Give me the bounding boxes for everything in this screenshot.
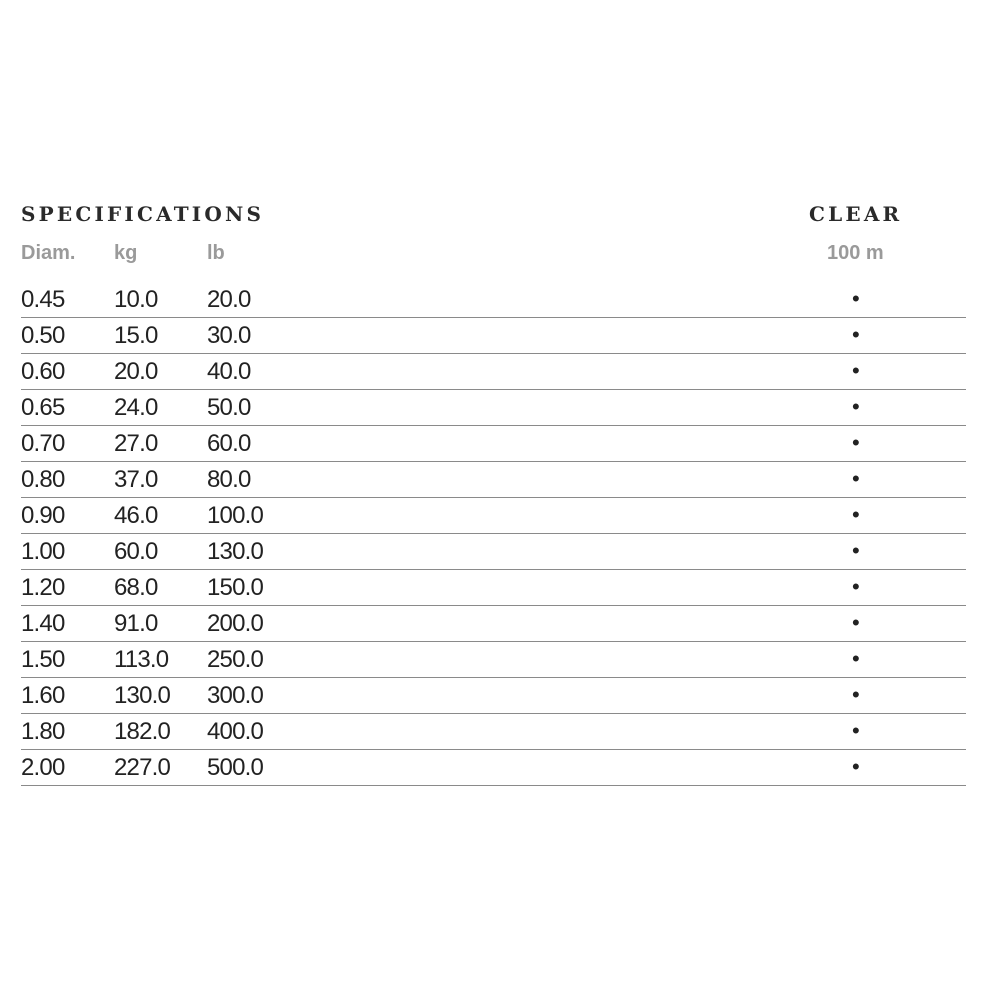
cell-diameter: 0.70 [21,430,65,457]
cell-diameter: 1.20 [21,574,65,601]
cell-lb: 150.0 [207,574,264,601]
cell-lb: 40.0 [207,358,251,385]
specifications-table [21,198,966,786]
availability-dot: • [852,574,859,599]
cell-lb: 500.0 [207,754,264,781]
availability-dot: • [852,286,859,311]
availability-dot: • [852,610,859,635]
cell-kg: 27.0 [114,430,158,457]
table-row [21,606,966,642]
availability-dot: • [852,646,859,671]
clear-column-title: CLEAR [809,202,903,226]
header-kg: kg [114,242,138,264]
table-row [21,714,966,750]
availability-dot: • [852,718,859,743]
table-body [21,282,966,786]
cell-kg: 60.0 [114,538,158,565]
table-row [21,678,966,714]
cell-diameter: 0.65 [21,394,65,421]
cell-kg: 227.0 [114,754,171,781]
cell-kg: 20.0 [114,358,158,385]
table-row [21,318,966,354]
cell-lb: 130.0 [207,538,264,565]
cell-kg: 91.0 [114,610,158,637]
availability-dot: • [852,466,859,491]
table-row [21,354,966,390]
availability-dot: • [852,502,859,527]
cell-kg: 37.0 [114,466,158,493]
cell-lb: 300.0 [207,682,264,709]
header-lb: lb [207,242,225,264]
cell-kg: 130.0 [114,682,171,709]
availability-dot: • [852,322,859,347]
cell-diameter: 1.50 [21,646,65,673]
cell-diameter: 1.80 [21,718,65,745]
cell-diameter: 0.50 [21,322,65,349]
availability-dot: • [852,358,859,383]
table-row [21,282,966,318]
table-row [21,534,966,570]
table-header-row [21,232,966,282]
header-length: 100 m [827,242,884,264]
table-row [21,426,966,462]
cell-kg: 68.0 [114,574,158,601]
cell-diameter: 0.80 [21,466,65,493]
cell-kg: 24.0 [114,394,158,421]
cell-lb: 200.0 [207,610,264,637]
table-row [21,498,966,534]
table-row [21,390,966,426]
cell-kg: 182.0 [114,718,171,745]
availability-dot: • [852,682,859,707]
cell-diameter: 1.60 [21,682,65,709]
header-diameter: Diam. [21,242,76,264]
cell-lb: 60.0 [207,430,251,457]
cell-kg: 15.0 [114,322,158,349]
table-row [21,462,966,498]
cell-lb: 250.0 [207,646,264,673]
cell-lb: 20.0 [207,286,251,313]
cell-lb: 30.0 [207,322,251,349]
cell-diameter: 0.45 [21,286,65,313]
cell-diameter: 0.60 [21,358,65,385]
cell-kg: 113.0 [114,646,169,673]
cell-diameter: 1.00 [21,538,65,565]
table-row [21,750,966,786]
title-row [21,198,966,232]
availability-dot: • [852,430,859,455]
availability-dot: • [852,538,859,563]
cell-diameter: 2.00 [21,754,65,781]
cell-kg: 10.0 [114,286,158,313]
cell-lb: 80.0 [207,466,251,493]
cell-lb: 400.0 [207,718,264,745]
table-row [21,642,966,678]
cell-lb: 50.0 [207,394,251,421]
table-row [21,570,966,606]
availability-dot: • [852,754,859,779]
availability-dot: • [852,394,859,419]
cell-diameter: 0.90 [21,502,65,529]
cell-diameter: 1.40 [21,610,65,637]
cell-lb: 100.0 [207,502,264,529]
cell-kg: 46.0 [114,502,158,529]
specifications-title: SPECIFICATIONS [21,202,265,226]
